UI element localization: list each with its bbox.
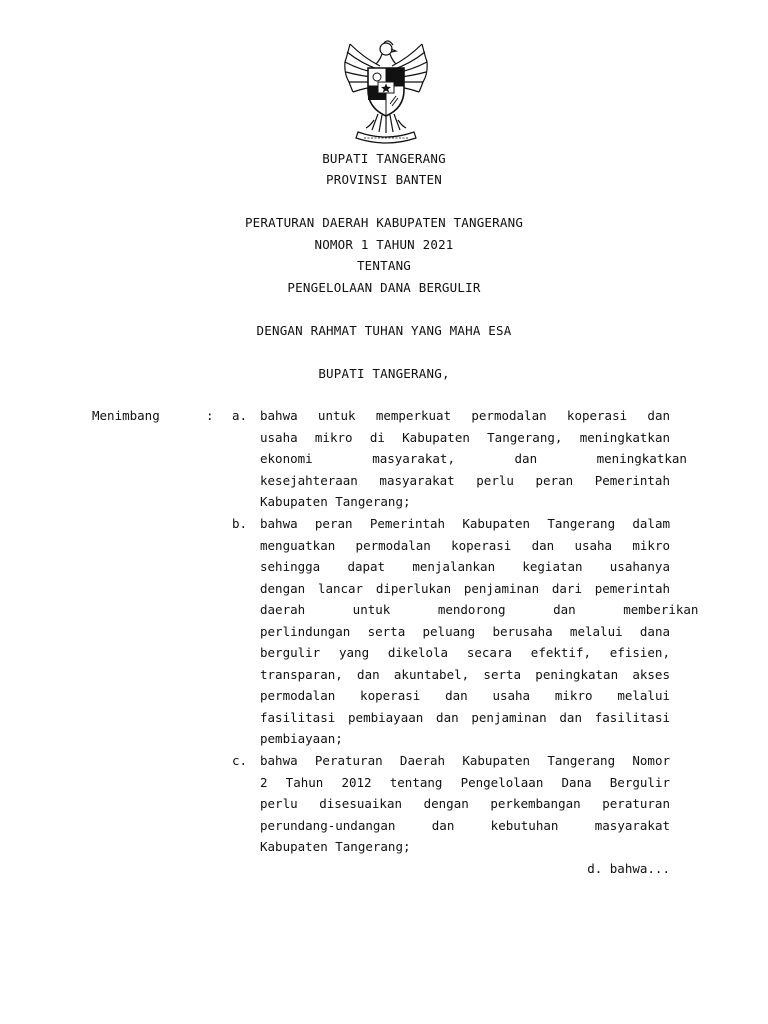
province-heading: PROVINSI BANTEN [326, 172, 442, 187]
item-b-line-4: dengan lancar diperlukan penjaminan dari pemerintah [260, 581, 670, 596]
item-b-line-7: bergulir yang dikelola secara efektif, efisien, [260, 645, 670, 660]
item-letter-a: a. [232, 408, 248, 423]
garuda-emblem-icon [344, 40, 428, 148]
item-letter-c: c. [232, 753, 248, 768]
item-b-line-8: transparan, dan akuntabel, serta peningkatan akses [260, 667, 670, 682]
regent-title-line: BUPATI TANGERANG, [318, 366, 450, 381]
item-a-line-2: usaha mikro di Kabupaten Tangerang, meningkatkan [260, 430, 670, 445]
item-c-line-4: perundang-undangan dan kebutuhan masyarakat [260, 818, 670, 833]
item-b-line-5: daerah untuk mendorong dan memberikan [260, 602, 699, 617]
item-b-line-1: bahwa peran Pemerintah Kabupaten Tangerang dalam [260, 516, 670, 531]
item-b-line-9: permodalan koperasi dan usaha mikro melalui [260, 688, 670, 703]
item-c-line-2: 2 Tahun 2012 tentang Pengelolaan Dana Bergulir [260, 775, 670, 790]
considering-colon: : [206, 408, 214, 423]
item-b-line-6: perlindungan serta peluang berusaha melalui dana [260, 624, 670, 639]
item-b-line-2: menguatkan permodalan koperasi dan usaha mikro [260, 538, 670, 553]
item-a-line-3: ekonomi masyarakat, dan meningkatkan [260, 451, 687, 466]
regulation-title: PERATURAN DAERAH KABUPATEN TANGERANG [244, 215, 524, 230]
item-letter-b: b. [232, 516, 248, 531]
item-c-line-5: Kabupaten Tangerang; [260, 839, 411, 854]
considering-label: Menimbang [92, 408, 160, 423]
blessing-line: DENGAN RAHMAT TUHAN YANG MAHA ESA [256, 323, 512, 338]
item-c-line-3: perlu disesuaikan dengan perkembangan peraturan [260, 796, 670, 811]
item-b-line-11: pembiayaan; [260, 731, 343, 746]
regent-heading: BUPATI TANGERANG [322, 151, 446, 166]
item-c-line-1: bahwa Peraturan Daerah Kabupaten Tangerang Nomor [260, 753, 670, 768]
item-b-line-10: fasilitasi pembiayaan dan penjaminan dan fasilitasi [260, 710, 670, 725]
item-a-line-4: kesejahteraan masyarakat perlu peran Pemerintah [260, 473, 670, 488]
regulation-subject: PENGELOLAAN DANA BERGULIR [287, 280, 481, 295]
item-a-line-5: Kabupaten Tangerang; [260, 494, 411, 509]
item-b-line-3: sehingga dapat menjalankan kegiatan usahanya [260, 559, 670, 574]
continuation-marker: d. bahwa... [587, 861, 670, 876]
item-a-line-1: bahwa untuk memperkuat permodalan koperasi dan [260, 408, 670, 423]
regulation-number: NOMOR 1 TAHUN 2021 [314, 237, 454, 252]
regulation-about: TENTANG [356, 258, 412, 273]
